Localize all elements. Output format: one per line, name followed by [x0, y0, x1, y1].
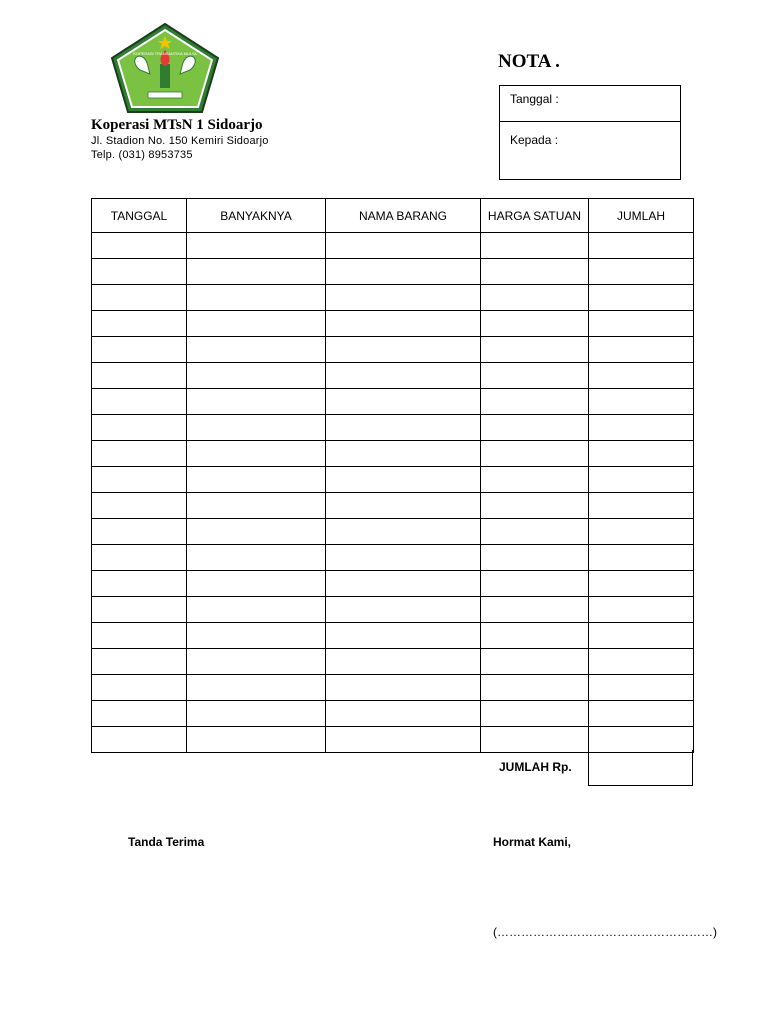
org-name: Koperasi MTsN 1 Sidoarjo — [91, 117, 263, 133]
table-cell[interactable] — [187, 337, 326, 363]
table-cell[interactable] — [481, 701, 589, 727]
table-cell[interactable] — [589, 337, 694, 363]
table-cell[interactable] — [481, 597, 589, 623]
table-cell[interactable] — [481, 337, 589, 363]
table-cell[interactable] — [92, 233, 187, 259]
header-tanggal: TANGGAL — [92, 199, 187, 233]
table-cell[interactable] — [92, 597, 187, 623]
org-phone: Telp. (031) 8953735 — [91, 149, 193, 161]
table-row — [92, 649, 694, 675]
table-cell[interactable] — [326, 727, 481, 753]
table-cell[interactable] — [187, 415, 326, 441]
table-cell[interactable] — [187, 727, 326, 753]
table-cell[interactable] — [187, 285, 326, 311]
table-cell[interactable] — [589, 597, 694, 623]
table-cell[interactable] — [326, 467, 481, 493]
table-body — [92, 233, 694, 753]
header-harga-satuan: HARGA SATUAN — [481, 199, 589, 233]
table-cell[interactable] — [326, 259, 481, 285]
table-cell[interactable] — [92, 623, 187, 649]
table-cell[interactable] — [481, 441, 589, 467]
date-row[interactable] — [500, 86, 680, 122]
table-cell[interactable] — [589, 259, 694, 285]
table-cell[interactable] — [187, 389, 326, 415]
table-cell[interactable] — [481, 363, 589, 389]
page-title: NOTA . — [498, 51, 560, 72]
table-cell[interactable] — [326, 363, 481, 389]
table-row — [92, 519, 694, 545]
table-cell[interactable] — [92, 493, 187, 519]
signature-line: (………………………………………………) — [493, 925, 717, 939]
table-cell[interactable] — [187, 597, 326, 623]
table-row — [92, 493, 694, 519]
table-header-row — [92, 199, 694, 233]
table-cell[interactable] — [326, 337, 481, 363]
logo-text: KOPERASI TRANSANTIKA MULYA — [133, 51, 197, 56]
table-cell[interactable] — [589, 701, 694, 727]
koperasi-logo — [110, 22, 220, 114]
table-cell[interactable] — [92, 649, 187, 675]
table-cell[interactable] — [589, 727, 694, 753]
table-row — [92, 389, 694, 415]
table-cell[interactable] — [326, 519, 481, 545]
recipient-label: Kepada : — [510, 133, 559, 147]
table-cell[interactable] — [326, 649, 481, 675]
table-cell[interactable] — [589, 623, 694, 649]
table-cell[interactable] — [589, 493, 694, 519]
table-cell[interactable] — [92, 701, 187, 727]
table-cell[interactable] — [589, 467, 694, 493]
table-row — [92, 441, 694, 467]
table-cell[interactable] — [187, 623, 326, 649]
table-cell[interactable] — [481, 389, 589, 415]
items-table — [91, 198, 694, 753]
table-cell[interactable] — [481, 649, 589, 675]
table-cell[interactable] — [92, 311, 187, 337]
table-cell[interactable] — [187, 233, 326, 259]
table-cell[interactable] — [326, 623, 481, 649]
table-cell[interactable] — [589, 363, 694, 389]
table-cell[interactable] — [92, 415, 187, 441]
table-cell[interactable] — [326, 675, 481, 701]
table-cell[interactable] — [92, 363, 187, 389]
table-cell[interactable] — [589, 415, 694, 441]
table-cell[interactable] — [481, 311, 589, 337]
table-cell[interactable] — [326, 285, 481, 311]
table-cell[interactable] — [92, 545, 187, 571]
table-row — [92, 727, 694, 753]
table-cell[interactable] — [589, 545, 694, 571]
table-cell[interactable] — [481, 259, 589, 285]
total-field[interactable] — [588, 750, 693, 786]
table-cell[interactable] — [589, 389, 694, 415]
table-row — [92, 701, 694, 727]
table-cell[interactable] — [187, 363, 326, 389]
table-cell[interactable] — [589, 571, 694, 597]
sender-label: Hormat Kami, — [493, 835, 572, 849]
table-row — [92, 233, 694, 259]
table-row — [92, 415, 694, 441]
table-cell[interactable] — [92, 441, 187, 467]
table-cell[interactable] — [481, 467, 589, 493]
org-address: Jl. Stadion No. 150 Kemiri Sidoarjo — [91, 135, 269, 147]
table-row — [92, 675, 694, 701]
table-cell[interactable] — [326, 311, 481, 337]
table-row — [92, 259, 694, 285]
table-cell[interactable] — [187, 441, 326, 467]
table-cell[interactable] — [326, 389, 481, 415]
recipient-row[interactable] — [500, 122, 680, 179]
table-cell[interactable] — [92, 285, 187, 311]
table-cell[interactable] — [92, 571, 187, 597]
header-nama-barang: NAMA BARANG — [326, 199, 481, 233]
table-cell[interactable] — [187, 519, 326, 545]
table-cell[interactable] — [187, 701, 326, 727]
table-cell[interactable] — [187, 311, 326, 337]
table-cell[interactable] — [589, 649, 694, 675]
date-label: Tanggal : — [510, 92, 559, 106]
table-cell[interactable] — [481, 571, 589, 597]
table-cell[interactable] — [92, 389, 187, 415]
table-row — [92, 545, 694, 571]
table-cell[interactable] — [187, 493, 326, 519]
table-row — [92, 597, 694, 623]
table-row — [92, 337, 694, 363]
table-cell[interactable] — [481, 519, 589, 545]
table-cell[interactable] — [187, 675, 326, 701]
table-cell[interactable] — [326, 701, 481, 727]
info-box — [499, 85, 681, 180]
table-cell[interactable] — [589, 233, 694, 259]
table-cell[interactable] — [92, 259, 187, 285]
table-cell[interactable] — [187, 259, 326, 285]
table-row — [92, 311, 694, 337]
table-cell[interactable] — [326, 571, 481, 597]
header-jumlah: JUMLAH — [589, 199, 694, 233]
table-cell[interactable] — [481, 545, 589, 571]
table-cell[interactable] — [481, 623, 589, 649]
table-cell[interactable] — [326, 597, 481, 623]
table-cell[interactable] — [92, 675, 187, 701]
table-cell[interactable] — [187, 649, 326, 675]
table-cell[interactable] — [326, 233, 481, 259]
table-cell[interactable] — [326, 545, 481, 571]
table-row — [92, 285, 694, 311]
table-cell[interactable] — [589, 441, 694, 467]
table-row — [92, 363, 694, 389]
table-cell[interactable] — [326, 415, 481, 441]
table-cell[interactable] — [92, 467, 187, 493]
header-banyaknya: BANYAKNYA — [187, 199, 326, 233]
total-label: JUMLAH Rp. — [499, 760, 572, 774]
table-cell[interactable] — [92, 337, 187, 363]
table-cell[interactable] — [187, 545, 326, 571]
table-row — [92, 571, 694, 597]
table-cell[interactable] — [481, 675, 589, 701]
table-cell[interactable] — [589, 519, 694, 545]
table-cell[interactable] — [481, 233, 589, 259]
table-cell[interactable] — [589, 675, 694, 701]
table-cell[interactable] — [326, 493, 481, 519]
table-cell[interactable] — [589, 311, 694, 337]
table-cell[interactable] — [326, 441, 481, 467]
table-cell[interactable] — [92, 727, 187, 753]
table-row — [92, 623, 694, 649]
table-cell[interactable] — [481, 285, 589, 311]
table-cell[interactable] — [187, 571, 326, 597]
table-cell[interactable] — [481, 727, 589, 753]
table-row — [92, 467, 694, 493]
table-cell[interactable] — [187, 467, 326, 493]
table-cell[interactable] — [481, 493, 589, 519]
table-cell[interactable] — [589, 285, 694, 311]
receiver-label: Tanda Terima — [128, 835, 205, 849]
table-cell[interactable] — [92, 519, 187, 545]
table-cell[interactable] — [481, 415, 589, 441]
